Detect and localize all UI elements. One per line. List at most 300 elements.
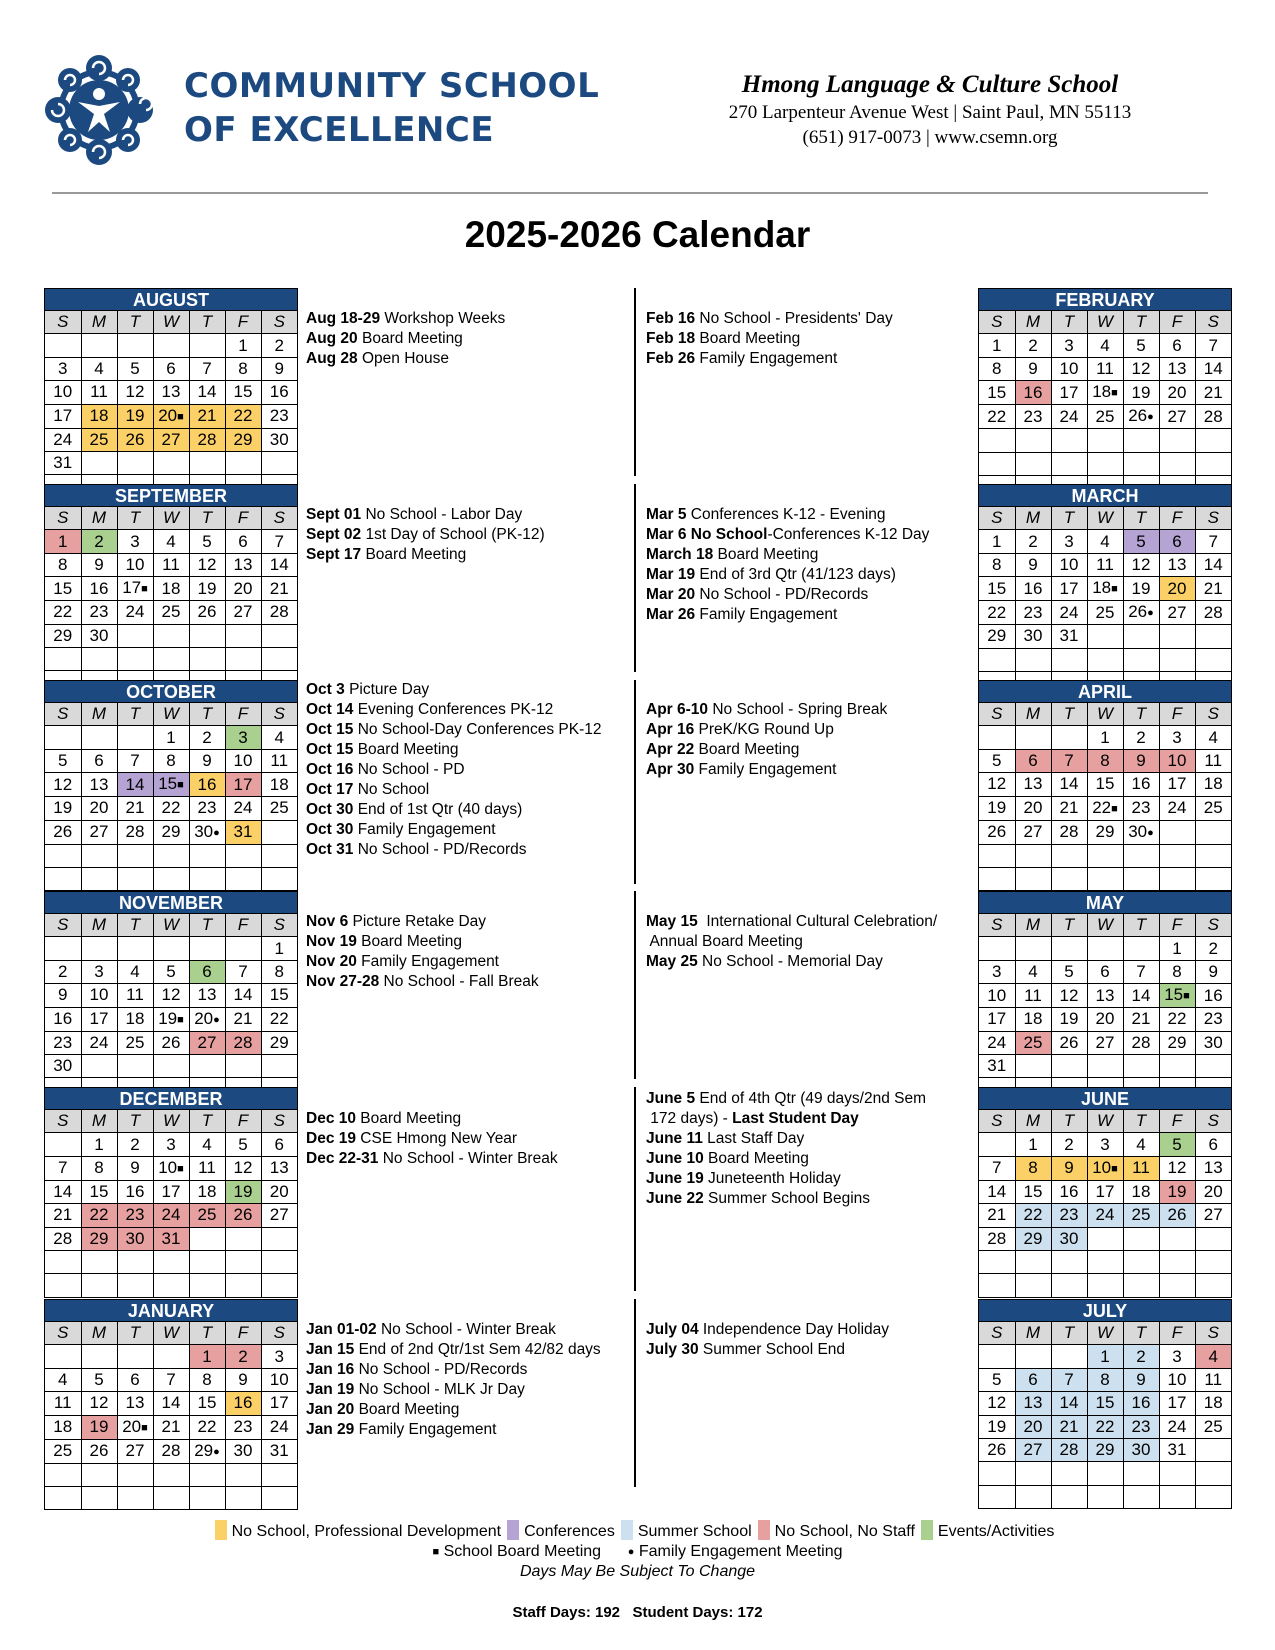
family-engagement-icon: ● [213, 1445, 220, 1458]
event-item [646, 1320, 889, 1340]
day-cell: 28 [1195, 405, 1231, 429]
event-text: Open House [357, 350, 450, 367]
event-text: No School - PD [353, 761, 465, 778]
event-list-left [306, 309, 505, 369]
day-cell: 19 [1159, 1180, 1195, 1203]
empty-cell [1087, 844, 1123, 867]
empty-cell [1087, 648, 1123, 671]
event-text: Board Meeting [361, 546, 467, 563]
day-cell: 18■ [1087, 577, 1123, 601]
event-text: Family Engagement [356, 953, 499, 970]
event-item [306, 1320, 601, 1340]
month-september [44, 484, 298, 695]
day-cell: 19 [1123, 577, 1159, 601]
event-date: June 11 [646, 1130, 703, 1147]
empty-cell [153, 1345, 189, 1368]
day-cell: 22 [1159, 1008, 1195, 1031]
day-cell: 28 [225, 1031, 261, 1054]
event-item [306, 740, 602, 760]
day-cell: 24 [81, 1031, 117, 1054]
empty-cell [225, 1227, 261, 1250]
event-item [306, 760, 602, 780]
empty-cell [1087, 1250, 1123, 1273]
day-cell: 25 [81, 428, 117, 451]
weekday-label: T [189, 703, 225, 726]
weekday-label: S [261, 311, 297, 334]
event-text: Independence Day Holiday [698, 1321, 889, 1338]
school-address: 270 Larpenteur Avenue West | Saint Paul, MN 55113 [728, 102, 1132, 123]
day-cell: 6 [153, 357, 189, 380]
board-meeting-icon: ■ [177, 779, 184, 792]
empty-cell [1015, 937, 1051, 960]
day-cell: 29 [225, 428, 261, 451]
event-text: Board Meeting [353, 741, 459, 758]
empty-cell [225, 1463, 261, 1486]
day-cell: 11 [1195, 749, 1231, 772]
empty-cell [153, 624, 189, 647]
event-text: Board Meeting [703, 1150, 809, 1167]
day-cell: 8 [261, 960, 297, 983]
day-cell: 15 [979, 381, 1015, 405]
empty-cell [1159, 820, 1195, 844]
empty-cell [45, 1274, 81, 1297]
empty-cell [153, 1274, 189, 1297]
weekday-label: T [1123, 703, 1159, 726]
day-cell: 9 [1015, 553, 1051, 576]
weekday-label: S [261, 914, 297, 937]
event-item [306, 1400, 601, 1420]
day-cell: 2 [1015, 530, 1051, 553]
day-cell: 18 [1195, 773, 1231, 796]
empty-cell [117, 647, 153, 670]
day-cell: 3 [1051, 334, 1087, 357]
organization-name [184, 64, 604, 152]
event-date: Oct 3 [306, 681, 345, 698]
day-cell: 19■ [153, 1007, 189, 1031]
empty-cell [1087, 625, 1123, 648]
day-cell: 26● [1123, 601, 1159, 625]
day-cell: 6 [189, 960, 225, 983]
event-text: Family Engagement [695, 350, 838, 367]
day-cell: 1 [45, 530, 81, 553]
day-cell: 30 [1051, 1227, 1087, 1250]
weekday-label: S [45, 311, 81, 334]
day-cell: 17 [261, 1392, 297, 1415]
event-list-right [646, 1089, 926, 1209]
school-info [660, 70, 1200, 150]
day-cell: 4 [1015, 960, 1051, 983]
empty-cell [153, 1486, 189, 1509]
weekday-label: F [225, 914, 261, 937]
empty-cell [261, 1274, 297, 1297]
day-cell: 9 [117, 1156, 153, 1180]
day-cell: 11 [81, 381, 117, 404]
weekday-label: M [81, 1322, 117, 1345]
weekday-label: M [81, 507, 117, 530]
day-cell: 2 [1051, 1133, 1087, 1156]
weekday-label: F [1159, 914, 1195, 937]
weekday-label: T [117, 507, 153, 530]
day-cell: 24 [1159, 1415, 1195, 1438]
weekday-label: W [153, 1322, 189, 1345]
event-text: No School - Fall Break [379, 973, 539, 990]
day-cell: 12 [45, 773, 81, 797]
weekday-label: T [117, 703, 153, 726]
day-cell: 20 [1015, 1415, 1051, 1438]
day-cell: 21 [1195, 577, 1231, 601]
day-cell: 14 [1051, 773, 1087, 796]
day-cell: 19 [225, 1180, 261, 1203]
empty-cell [1195, 1227, 1231, 1250]
weekday-label: M [1015, 1322, 1051, 1345]
empty-cell [1159, 429, 1195, 452]
empty-cell [153, 334, 189, 357]
event-date: Oct 17 [306, 781, 354, 798]
event-item [646, 1340, 889, 1360]
empty-cell [117, 1054, 153, 1077]
day-cell: 13 [225, 553, 261, 576]
empty-cell [189, 844, 225, 867]
empty-cell [1195, 1250, 1231, 1273]
day-cell: 22 [1087, 1415, 1123, 1438]
day-cell: 7 [225, 960, 261, 983]
event-item [306, 329, 505, 349]
event-date: Dec 22-31 [306, 1150, 379, 1167]
day-cell: 7 [1195, 334, 1231, 357]
event-item [306, 1149, 558, 1169]
event-item [306, 1380, 601, 1400]
day-cell: 2 [189, 726, 225, 749]
page-title: 2025-2026 Calendar [464, 214, 811, 255]
day-cell: 26 [117, 428, 153, 451]
empty-cell [45, 1463, 81, 1486]
empty-cell [261, 1054, 297, 1077]
day-cell: 11 [261, 749, 297, 772]
day-cell: 4 [81, 357, 117, 380]
weekday-label: T [189, 507, 225, 530]
day-cell: 17 [81, 1007, 117, 1031]
empty-cell [1051, 867, 1087, 890]
day-cell: 31 [45, 451, 81, 474]
day-cell: 17 [1159, 1392, 1195, 1415]
day-cell: 2 [261, 334, 297, 357]
empty-cell [261, 1250, 297, 1273]
empty-cell [81, 1250, 117, 1273]
month-july [978, 1299, 1232, 1509]
empty-cell [1015, 1485, 1051, 1508]
day-cell: 7 [153, 1368, 189, 1391]
day-cell: 27 [1015, 1438, 1051, 1461]
legend-swatch [921, 1520, 933, 1540]
weekday-label: S [1195, 1110, 1231, 1133]
day-cell: 21 [979, 1204, 1015, 1227]
empty-cell [117, 937, 153, 960]
empty-cell [81, 451, 117, 474]
day-cell: 4 [1123, 1133, 1159, 1156]
event-text: Family Engagement [695, 606, 838, 623]
event-date: Oct 15 [306, 741, 354, 758]
weekday-label: T [1051, 311, 1087, 334]
day-cell: 29 [1159, 1031, 1195, 1054]
day-cell: 24 [45, 428, 81, 451]
day-cell: 2 [1123, 726, 1159, 749]
day-cell: 29 [81, 1227, 117, 1250]
event-text: Annual Board Meeting [646, 933, 803, 950]
event-text: No School - Labor Day [361, 506, 523, 523]
day-cell: 3 [225, 726, 261, 749]
weekday-label: F [1159, 311, 1195, 334]
event-date: Feb 26 [646, 350, 696, 367]
day-cell: 23 [1123, 796, 1159, 820]
day-cell: 12 [117, 381, 153, 404]
event-list-left [306, 680, 602, 860]
day-cell: 26 [1051, 1031, 1087, 1054]
day-cell: 23 [1123, 1415, 1159, 1438]
legend-label: Events/Activities [937, 1523, 1055, 1540]
event-date: Dec 19 [306, 1130, 356, 1147]
weekday-label: W [153, 1110, 189, 1133]
empty-cell [1123, 1054, 1159, 1077]
day-cell: 27 [117, 1439, 153, 1463]
event-date: Feb 18 [646, 330, 696, 347]
empty-cell [1051, 1462, 1087, 1485]
day-cell: 21 [1051, 796, 1087, 820]
weekday-label: T [1123, 1322, 1159, 1345]
empty-cell [189, 1250, 225, 1273]
month-title: APRIL [979, 681, 1231, 703]
month-may [978, 891, 1232, 1102]
day-cell: 25 [153, 601, 189, 624]
weekday-label: T [1051, 1110, 1087, 1133]
event-date: May 15 [646, 913, 698, 930]
day-cell: 18 [189, 1180, 225, 1203]
day-cell: 17 [45, 404, 81, 428]
event-text: Workshop Weeks [380, 310, 506, 327]
event-emphasis: Last Student Day [732, 1110, 859, 1127]
weekday-label: M [1015, 507, 1051, 530]
event-text: Board Meeting [694, 741, 800, 758]
day-cell: 14 [1195, 357, 1231, 380]
event-date: June 10 [646, 1150, 704, 1167]
event-text: No School - Winter Break [376, 1321, 556, 1338]
day-cell: 14 [153, 1392, 189, 1415]
event-date: June 5 [646, 1090, 696, 1107]
empty-cell [153, 1054, 189, 1077]
empty-cell [1051, 452, 1087, 475]
day-cell: 3 [1051, 530, 1087, 553]
event-date: Nov 20 [306, 953, 357, 970]
month-title: MARCH [979, 485, 1231, 507]
empty-cell [1123, 937, 1159, 960]
event-date: July 30 [646, 1341, 699, 1358]
event-text: No School - PD/Records [353, 841, 527, 858]
day-cell: 9 [1195, 960, 1231, 983]
weekday-label: F [225, 507, 261, 530]
day-cell: 12 [153, 984, 189, 1007]
day-cell: 21 [189, 404, 225, 428]
event-text: No School - Spring Break [708, 701, 888, 718]
event-text: Board Meeting [713, 546, 819, 563]
empty-cell [1051, 726, 1087, 749]
event-item [306, 912, 539, 932]
day-cell: 16 [1051, 1180, 1087, 1203]
day-cell: 14 [45, 1180, 81, 1203]
day-cell: 20■ [153, 404, 189, 428]
day-cell: 19 [81, 1415, 117, 1439]
event-text: Summer School Begins [703, 1190, 871, 1207]
month-march [978, 484, 1232, 695]
empty-cell [1159, 844, 1195, 867]
day-cell: 23 [81, 601, 117, 624]
day-cell: 23 [1015, 601, 1051, 625]
day-cell: 20 [1159, 577, 1195, 601]
event-text: Family Engagement [694, 761, 837, 778]
event-item [646, 740, 887, 760]
column-divider [634, 484, 636, 672]
event-item [306, 349, 505, 369]
empty-cell [261, 867, 297, 890]
empty-cell [81, 647, 117, 670]
empty-cell [45, 1345, 81, 1368]
event-date: Apr 22 [646, 741, 695, 758]
empty-cell [1087, 1054, 1123, 1077]
empty-cell [153, 1463, 189, 1486]
day-cell: 29● [189, 1439, 225, 1463]
day-cell: 8 [1087, 749, 1123, 772]
day-cell: 30 [225, 1439, 261, 1463]
day-cell: 31 [1051, 625, 1087, 648]
day-cell: 14 [225, 984, 261, 1007]
weekday-label: S [979, 1322, 1015, 1345]
weekday-label: W [1087, 1322, 1123, 1345]
empty-cell [1195, 867, 1231, 890]
event-text: 172 days) - [646, 1110, 733, 1127]
day-cell: 15 [45, 577, 81, 601]
day-cell: 31 [261, 1439, 297, 1463]
empty-cell [1015, 1345, 1051, 1368]
weekday-label: W [1087, 311, 1123, 334]
day-cell: 23 [117, 1204, 153, 1227]
day-cell: 18■ [1087, 381, 1123, 405]
event-text: Board Meeting [695, 330, 801, 347]
empty-cell [189, 1054, 225, 1077]
day-cell: 15 [225, 381, 261, 404]
empty-cell [117, 1274, 153, 1297]
column-divider [634, 891, 636, 1079]
event-date: Feb 16 [646, 310, 696, 327]
month-title: FEBRUARY [979, 289, 1231, 311]
day-cell: 22 [979, 601, 1015, 625]
day-cell: 9 [81, 553, 117, 576]
org-name-line1: COMMUNITY SCHOOL [184, 66, 600, 106]
day-cell: 16 [1015, 577, 1051, 601]
day-cell: 14 [979, 1180, 1015, 1203]
day-cell: 24 [261, 1415, 297, 1439]
event-date: Aug 28 [306, 350, 358, 367]
event-list-right [646, 912, 937, 972]
day-cell: 24 [225, 797, 261, 820]
event-text: Board Meeting [355, 1110, 462, 1127]
weekday-label: S [979, 703, 1015, 726]
day-cell: 4 [117, 960, 153, 983]
day-cell: 26 [81, 1439, 117, 1463]
event-date: Jan 29 [306, 1421, 355, 1438]
event-item [646, 952, 937, 972]
weekday-label: S [261, 1110, 297, 1133]
day-cell: 16 [1123, 773, 1159, 796]
day-cell: 14 [189, 381, 225, 404]
event-text: No School - Memorial Day [697, 953, 883, 970]
day-cell: 4 [1195, 1345, 1231, 1368]
family-engagement-icon: ● [213, 1013, 220, 1026]
event-item [646, 1109, 926, 1129]
empty-cell [1015, 867, 1051, 890]
day-cell: 30 [117, 1227, 153, 1250]
day-cell: 23 [1051, 1204, 1087, 1227]
empty-cell [1195, 429, 1231, 452]
event-list-left [306, 1320, 601, 1440]
empty-cell [45, 1133, 81, 1156]
empty-cell [1051, 1345, 1087, 1368]
event-text: Board Meeting [356, 933, 462, 950]
day-cell: 15■ [153, 773, 189, 797]
empty-cell [261, 820, 297, 844]
day-cell: 26 [979, 820, 1015, 844]
empty-cell [261, 1463, 297, 1486]
legend-swatch [758, 1520, 770, 1540]
day-cell: 4 [261, 726, 297, 749]
event-date: Sept 17 [306, 546, 362, 563]
empty-cell [45, 726, 81, 749]
empty-cell [153, 451, 189, 474]
empty-cell [45, 334, 81, 357]
legend-item [507, 1523, 615, 1540]
weekday-label: W [1087, 1110, 1123, 1133]
school-contact: (651) 917-0073 | www.csemn.org [802, 127, 1058, 148]
empty-cell [189, 334, 225, 357]
empty-cell [153, 937, 189, 960]
event-date: June 22 [646, 1190, 704, 1207]
column-divider [634, 1299, 636, 1487]
day-cell: 3 [261, 1345, 297, 1368]
day-cell: 14 [1051, 1392, 1087, 1415]
empty-cell [1015, 1250, 1051, 1273]
empty-cell [189, 1486, 225, 1509]
day-cell: 30 [1195, 1031, 1231, 1054]
weekday-label: T [189, 1110, 225, 1133]
board-meeting-icon: ■ [177, 1013, 184, 1026]
day-cell: 11 [1015, 984, 1051, 1008]
event-text: No School - PD/Records [695, 586, 869, 603]
day-cell: 18 [261, 773, 297, 797]
empty-cell [117, 1250, 153, 1273]
event-date: July 04 [646, 1321, 699, 1338]
empty-cell [1015, 726, 1051, 749]
event-date: Jan 20 [306, 1401, 355, 1418]
column-divider [634, 288, 636, 476]
day-cell: 15■ [1159, 984, 1195, 1008]
day-cell: 7 [1123, 960, 1159, 983]
empty-cell [81, 1486, 117, 1509]
day-cell: 5 [81, 1368, 117, 1391]
day-cell: 3 [81, 960, 117, 983]
empty-cell [1159, 1227, 1195, 1250]
weekday-label: F [1159, 1322, 1195, 1345]
day-cell: 29 [979, 625, 1015, 648]
day-cell: 24 [153, 1204, 189, 1227]
day-cell: 27 [225, 601, 261, 624]
event-item [646, 1129, 926, 1149]
